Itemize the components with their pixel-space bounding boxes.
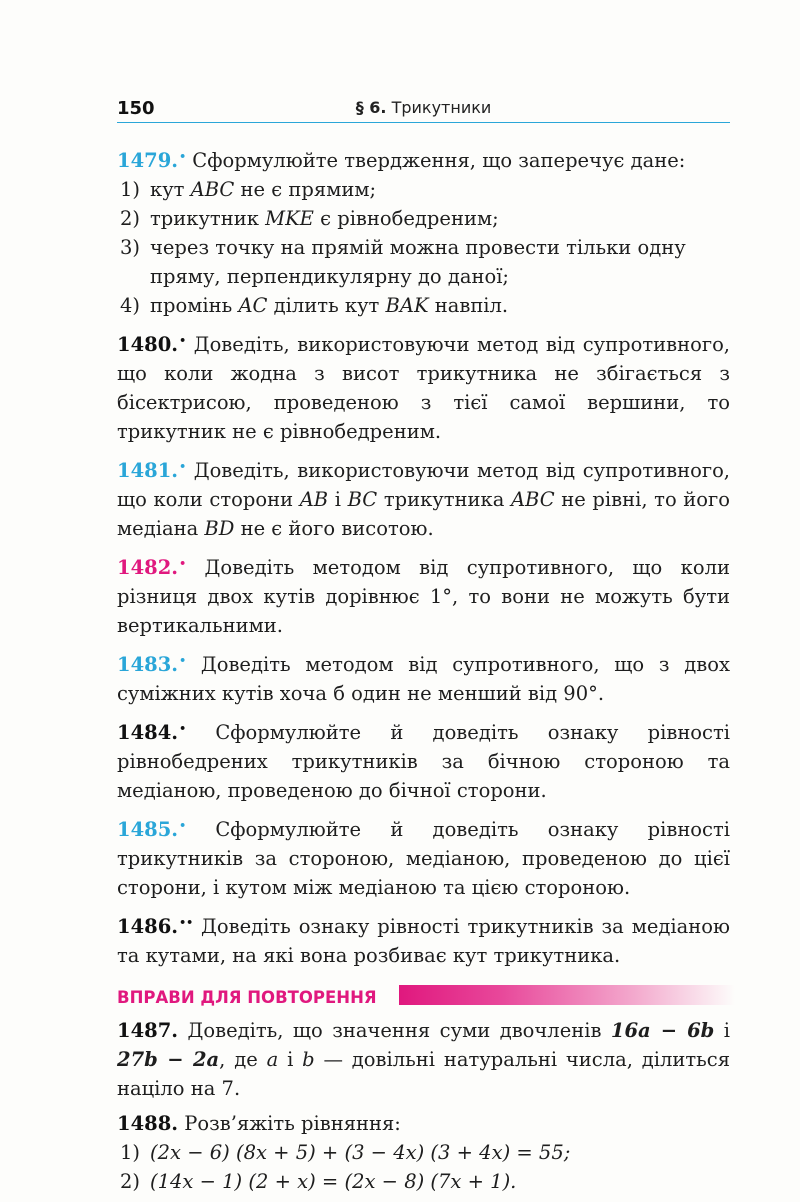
exercise-text: Сформулюйте й доведіть ознаку рівності трикутників за стороною, медіаною, проведеною до цієї сторони, і кутом між медіаною та цією стороною. [117,818,730,899]
equation-2: 2) (14x − 1) (2 + x) = (2x − 8) (7x + 1). [120,1170,517,1193]
exercise-text: Доведіть методом від супротивного, що з двох суміжних кутів хоча б один не менший від 90°. [117,653,730,705]
page-header [117,92,730,123]
exercise-text: Доведіть, що значення суми двочленів 16a − 6b і 27b − 2a, де a і b — довільні натуральні числа, ділиться націло на 7. [117,1019,731,1100]
exercise-number: 1481.• [117,459,187,482]
exercise-text: Доведіть, використовуючи метод від супротивного, що коли жодна з висот трикутника не збігається з бісектрисою, проведеною з тієї самої вершини, то трикутник не є рівнобедреним. [117,333,731,443]
chapter-heading [117,98,730,117]
exercise-1480 [117,326,730,446]
exercise-number: 1487. [117,1019,179,1042]
exercise-1486 [117,908,730,970]
exercise-number: 1480.• [117,333,187,356]
exercise-text: Доведіть ознаку рівності трикутників за медіаною та кутами, на які вона розбиває кут трикутника. [117,915,730,967]
exercise-1479 [117,142,730,320]
exercise-1487 [117,1016,730,1103]
exercise-number: 1482.• [117,556,187,579]
page-content [117,142,730,1202]
section-mark: § 6. [355,98,387,117]
exercise-1482 [117,549,730,640]
exercise-number: 1486.•• [117,915,194,938]
exercise-1484 [117,714,730,805]
exercise-number: 1485.• [117,818,187,841]
exercise-1488 [117,1109,730,1196]
section-title: Трикутники [391,98,492,117]
exercise-number: 1488. [117,1112,179,1135]
exercise-1485 [117,811,730,902]
exercise-number: 1479.• [117,149,187,172]
exercise-1481 [117,452,730,543]
exercise-number: 1484.• [117,721,187,744]
subitem-2: 2) трикутник MKE є рівнобедреним; [120,207,499,230]
exercise-1483 [117,646,730,708]
subitem-4: 4) промінь AC ділить кут BAK навпіл. [120,294,509,317]
equation-1: 1) (2x − 6) (8x + 5) + (3 − 4x) (3 + 4x) = 55; [120,1141,571,1164]
subitem-3: 3) через точку на прямій можна провести тільки одну пряму, перпендикулярну до даної; [120,236,686,288]
exercise-text: Розв’яжіть рівняння: [184,1112,401,1135]
exercise-text: Сформулюйте й доведіть ознаку рівності рівнобедрених трикутників за бічною стороною та медіаною, проведеною до бічної сторони. [117,721,730,802]
exercise-text: Доведіть, використовуючи метод від супротивного, що коли сторони AB і BC трикутника ABC не рівні, то його медіана BD не є його висотою. [117,459,731,540]
exercise-number: 1483.• [117,653,187,676]
subitem-1: 1) кут ABC не є прямим; [120,178,377,201]
section-stripe [399,985,735,1005]
page-number: 150 [117,98,155,119]
exercise-text: Сформулюйте твердження, що заперечує дане: [192,149,686,172]
review-section-header [117,982,730,1008]
exercise-text: Доведіть методом від супротивного, що коли різниця двох кутів дорівнює 1°, то вони не можуть бути вертикальними. [117,556,730,637]
review-section-title: ВПРАВИ ДЛЯ ПОВТОРЕННЯ [117,985,385,1011]
